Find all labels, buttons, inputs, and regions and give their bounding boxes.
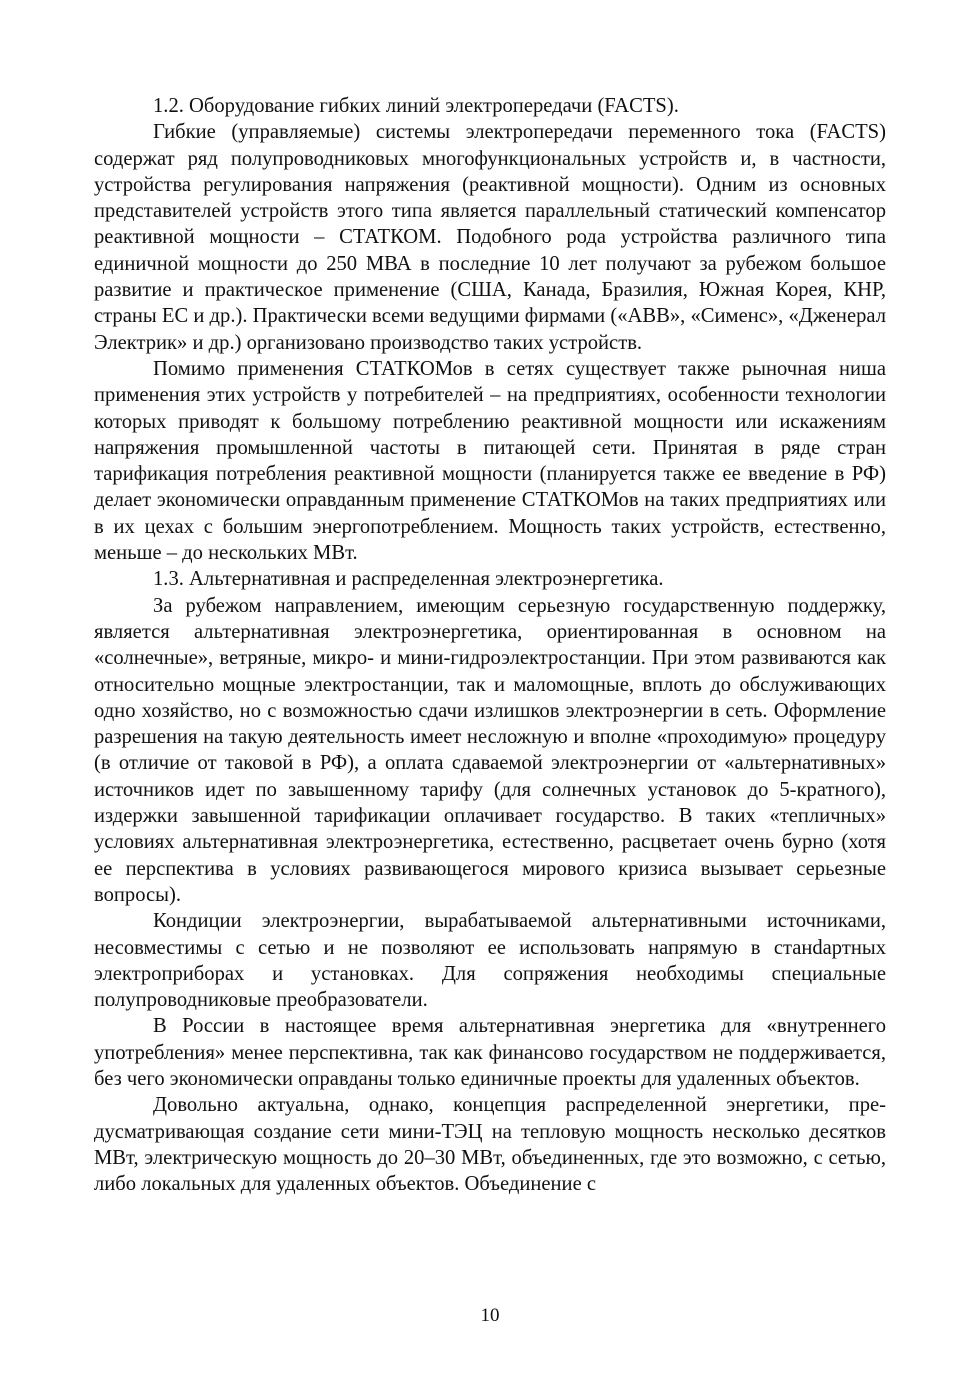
paragraph-statcom-market: Помимо применения СТАТКОМов в сетях существует также рыночная ниша применения этих устройств у потребителей – на предприятиях, особенности технологии которых приводят к большому потреблению реактивной мощности или искажениям напряжения промышленной частоты в питающей сети. Принятая в ряде стран тарификация потребления реактивной мощности (планируется также ее введение в РФ) делает экономически оправданным применение СТАТКОМов на таких предприятиях или в их цехах с большим энергопотреблением. Мощность таких устройств, естественно, меньше – до нескольких МВт.: [94, 357, 886, 565]
page-number: 10: [480, 1305, 500, 1326]
section-heading-1-3: 1.3. Альтернативная и распределенная электроэнергетика.: [153, 568, 664, 591]
paragraph-power-conditions: Кондиции электроэнергии, вырабатываемой альтернативными источниками, несовместимы с сетью и не позволяют ее использовать напрямую в станdартных электроприборах и установках. Для сопряжения необходимы специальные полупроводниковые преобразователи.: [94, 910, 886, 1012]
paragraph-distributed-energy: Довольно актуальна, однако, концепция распределенной энергетики, предусматривающая создание сети мини-ТЭЦ на тепловую мощность несколько десятков МВт, электрическую мощность до 20–30 МВт, объединенных, где это возможно, с сетью, либо локальных для удаленных объектов. Объединение с: [94, 1094, 886, 1196]
paragraph-alternative-abroad: За рубежом направлением, имеющим серьезную государственную поддержку, является альтернативная электроэнергетика, ориентированная в основном на «солнечные», ветряные, микро- и мини-гидроэлектростанции. При этом развиваются как относительно мощные электростанции, так и маломощные, вплоть до обслуживающих одно хозяйство, но с возможностью сдачи излишков электроэнергии в сеть. Оформление разрешения на такую деятельность имеет несложную и вполне «проходимую» процедуру (в отличие от таковой в РФ), а оплата сдаваемой электроэнергии от «альтернативных» источников идет по завышенному тарифу (для солнечных установок до 5-кратного), издержки завышенной тарификации оплачивает государство. В таких «тепличных» условиях альтернативная электроэнергетика, естественно, расцветает очень бурно (хотя ее перспектива в условиях развивающегося мирового кризиса вызывает серьезные вопросы).: [94, 594, 886, 906]
paragraph-facts-intro: Гибкие (управляемые) системы электропередачи переменного тока (FACTS) содержат ряд полупроводниковых многофункциональных устройств и, в частности, устройства регулирования напряжения (реактивной мощности). Одним из основных представителей устройств этого типа является параллельный статический компенсатор реактивной мощности – СТАТКОМ. Подобного рода устройства различного типа единичной мощности до 250 МВА в последние 10 лет получают за рубежом большое развитие и практическое применение (США, Канада, Бразилия, Южная Корея, КНР, страны ЕС и др.). Практически всеми ведущими фирмами («ABB», «Сименс», «Дженерал Электрик» и др.) организовано производство таких устройств.: [94, 121, 886, 354]
paragraph-russia-alternative: В России в настоящее время альтернативная энергетика для «внутреннего употребления» менее перспективна, так как финансово государством не поддерживается, без чего экономически оправданы только единичные проекты для удаленных объектов.: [94, 1015, 886, 1090]
document-page: [94, 93, 886, 1197]
section-heading-1-2: 1.2. Оборудование гибких линий электропередачи (FACTS).: [153, 95, 679, 117]
